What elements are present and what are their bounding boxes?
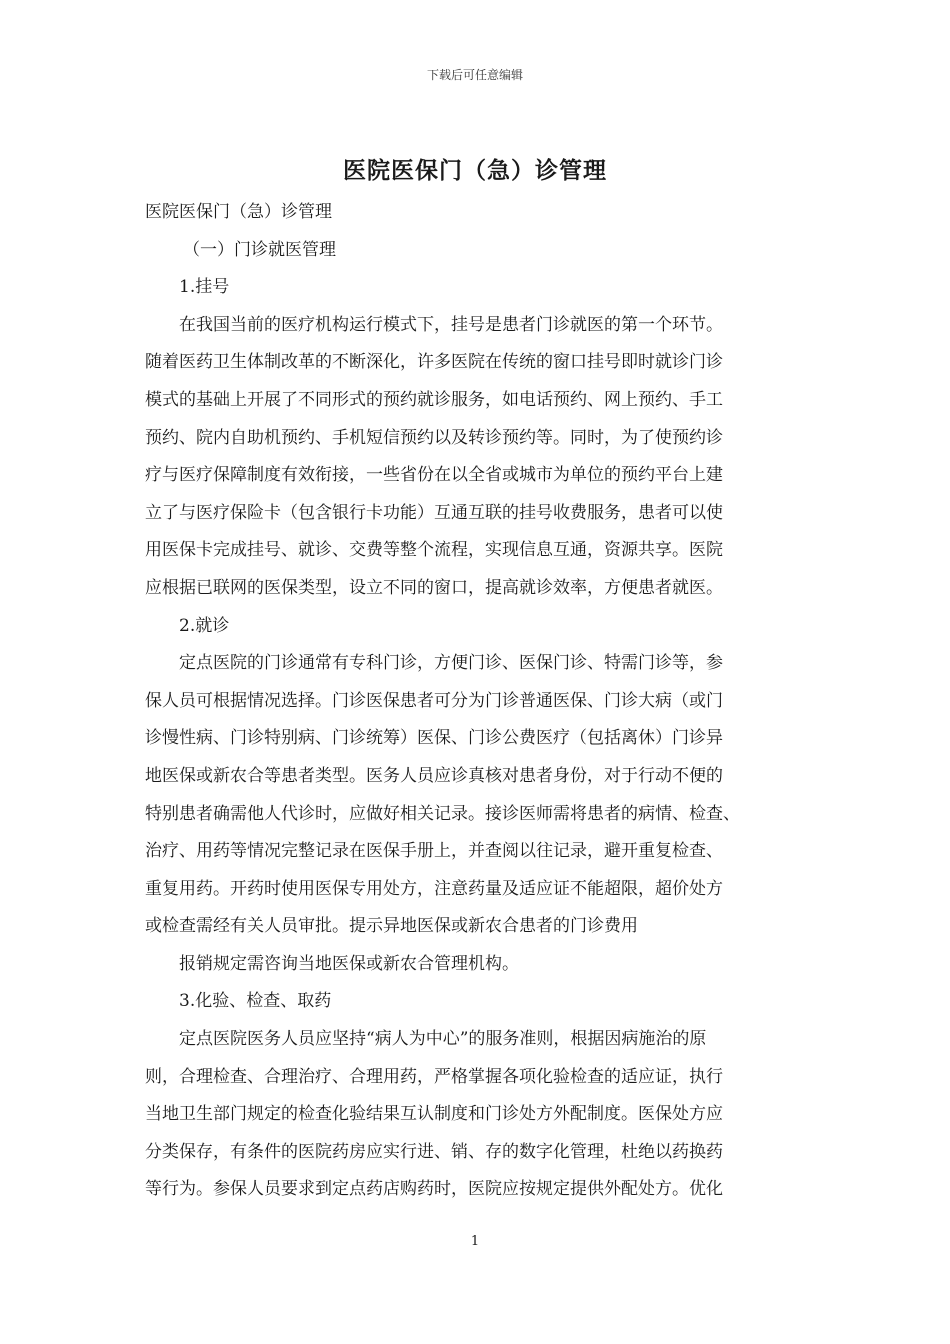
text-line: 等行为。参保人员要求到定点药店购药时，医院应按规定提供外配处方。优化 [145,1179,723,1200]
text-line: 报销规定需咨询当地医保或新农合管理机构。 [179,953,519,974]
text-line: 分类保存，有条件的医院药房应实行进、销、存的数字化管理，杜绝以药换药 [145,1141,723,1162]
text-line: 应根据已联网的医保类型，设立不同的窗口，提高就诊效率，方便患者就医。 [145,577,723,598]
text-line: 2.就诊 [179,615,230,636]
text-line: 在我国当前的医疗机构运行模式下，挂号是患者门诊就医的第一个环节。 [179,314,723,335]
text-line: 地医保或新农合等患者类型。医务人员应诊真核对患者身份，对于行动不便的 [145,765,723,786]
text-line: 3.化验、检查、取药 [179,991,332,1012]
text-line: 疗与医疗保障制度有效衔接，一些省份在以全省或城市为单位的预约平台上建 [145,465,723,486]
text-line: 特别患者确需他人代诊时，应做好相关记录。接诊医师需将患者的病情、检查、 [145,803,740,824]
text-line: 重复用药。开药时使用医保专用处方，注意药量及适应证不能超限，超价处方 [145,878,723,899]
text-line: 当地卫生部门规定的检查化验结果互认制度和门诊处方外配制度。医保处方应 [145,1104,723,1125]
text-line: 用医保卡完成挂号、就诊、交费等整个流程，实现信息互通，资源共享。医院 [145,540,723,561]
text-line: 模式的基础上开展了不同形式的预约就诊服务，如电话预约、网上预约、手工 [145,389,723,410]
text-line: 诊慢性病、门诊特别病、门诊统筹）医保、门诊公费医疗（包括离休）门诊异 [145,728,723,749]
text-line: 定点医院医务人员应坚持“病人为中心”的服务准则，根据因病施治的原 [179,1029,707,1050]
text-line: 1.挂号 [179,277,230,298]
text-line: 治疗、用药等情况完整记录在医保手册上，并查阅以往记录，避开重复检查、 [145,841,723,862]
text-line: 则，合理检查、合理治疗、合理用药，严格掌握各项化验检查的适应证，执行 [145,1066,723,1087]
text-line: （一）门诊就医管理 [183,239,336,260]
text-line: 随着医药卫生体制改革的不断深化，许多医院在传统的窗口挂号即时就诊门诊 [145,352,723,373]
text-line: 立了与医疗保险卡（包含银行卡功能）互通互联的挂号收费服务，患者可以使 [145,502,723,523]
text-line: 定点医院的门诊通常有专科门诊，方便门诊、医保门诊、特需门诊等，参 [179,653,723,674]
document-body [145,194,825,1209]
document-title: 医院医保门（急）诊管理 [343,157,607,184]
text-line: 保人员可根据情况选择。门诊医保患者可分为门诊普通医保、门诊大病（或门 [145,690,723,711]
page-number: 1 [470,1234,480,1249]
page-header: 下载后可任意编辑 [426,68,523,82]
text-line: 或检查需经有关人员审批。提示异地医保或新农合患者的门诊费用 [145,916,638,937]
text-line: 预约、院内自助机预约、手机短信预约以及转诊预约等。同时，为了使预约诊 [145,427,723,448]
text-line: 医院医保门（急）诊管理 [145,202,332,222]
